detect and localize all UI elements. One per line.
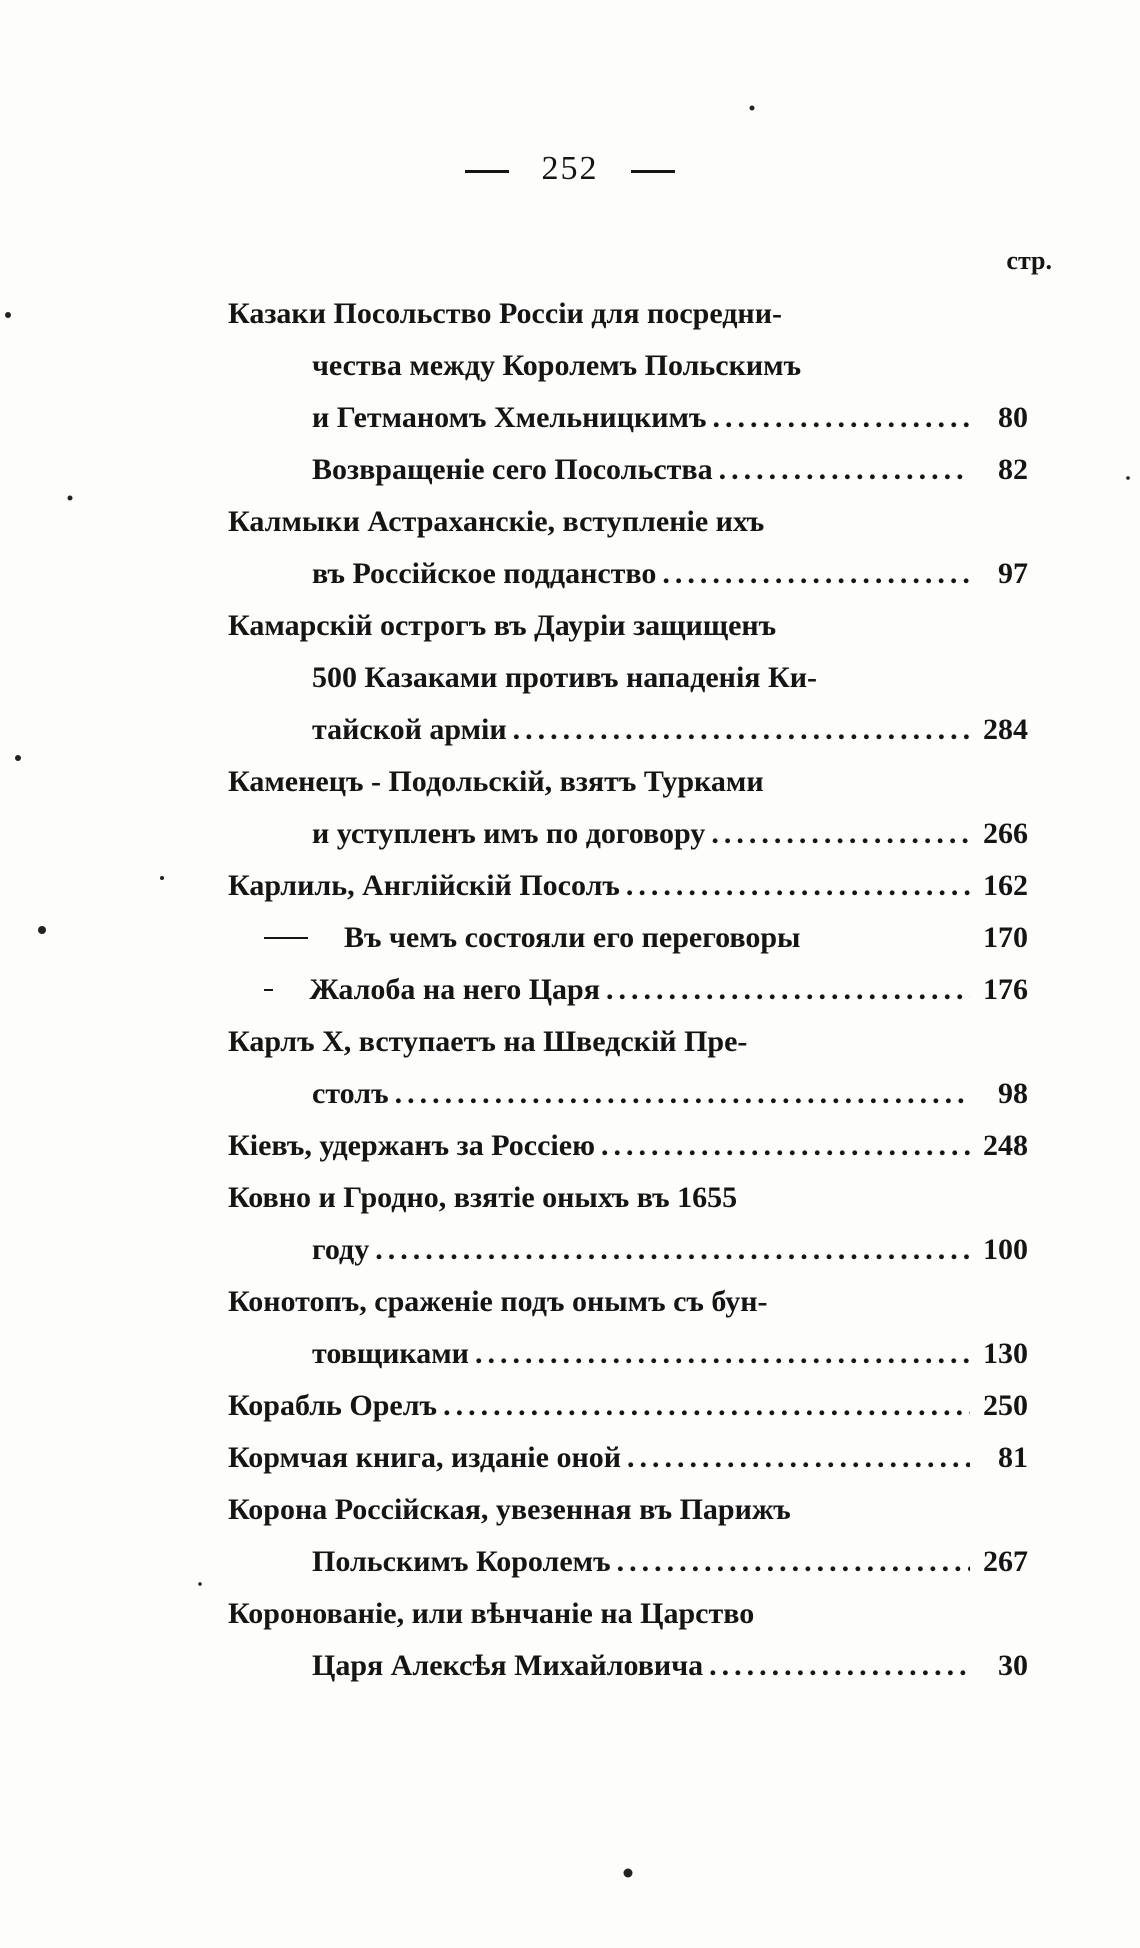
index-entry-line: [228, 756, 1028, 808]
entry-text: Камарскій острогъ въ Дауріи защищенъ: [228, 609, 777, 642]
speck: [624, 1869, 633, 1878]
entry-page-number: 100: [983, 1233, 1028, 1266]
entry-text: Въ чемъ состояли его переговоры: [344, 921, 801, 954]
index-entry-line: [228, 912, 1028, 964]
entry-page-number: 81: [998, 1441, 1028, 1474]
entry-text: столъ: [312, 1077, 389, 1110]
entry-text: Корона Россійская, увезенная въ Парижъ: [228, 1493, 791, 1526]
entry-text: Кормчая книга, изданіе оной: [228, 1441, 622, 1474]
speck: [1126, 476, 1130, 480]
speck: [198, 1582, 202, 1586]
entry-text: Каменецъ - Подольскій, взятъ Турками: [228, 765, 764, 798]
index-entry-line: [228, 652, 1028, 704]
entry-page-number: 82: [998, 453, 1028, 486]
index-entry-line: [228, 548, 1028, 600]
index-entry-line: [228, 1224, 1028, 1276]
leader-dots: [626, 860, 970, 912]
entry-text: 500 Казаками противъ нападенія Ки-: [312, 661, 818, 694]
entry-text: Царя Алексѣя Михайловича: [312, 1649, 704, 1682]
ditto-dash: [264, 989, 273, 991]
index-entry-line: [228, 1484, 1028, 1536]
entry-page-number: 176: [983, 973, 1028, 1006]
leader-dots: [709, 1640, 970, 1692]
page-header: [0, 150, 1140, 188]
entry-text: тайской арміи: [312, 713, 507, 746]
entry-page-number: 284: [983, 713, 1028, 746]
speck: [750, 106, 755, 111]
speck: [5, 312, 11, 318]
index-entry-line: [228, 392, 1028, 444]
entry-text: Конотопъ, сраженіе подъ онымъ съ бун-: [228, 1285, 768, 1318]
index-entry-line: [228, 808, 1028, 860]
page-column-label: стр.: [1006, 246, 1052, 275]
leader-dots: [513, 704, 970, 756]
index-entries: [228, 288, 1028, 1692]
index-entry-line: [228, 1016, 1028, 1068]
speck: [38, 926, 46, 934]
index-entry-line: [228, 288, 1028, 340]
entry-page-number: 30: [998, 1649, 1028, 1682]
entry-text: Польскимъ Королемъ: [312, 1545, 611, 1578]
header-dash-left: [465, 170, 509, 173]
entry-text: Ковно и Гродно, взятіе оныхъ въ 1655: [228, 1181, 738, 1214]
index-entry-line: [228, 1172, 1028, 1224]
entry-text: и уступленъ имъ по договору: [312, 817, 706, 850]
entry-page-number: 97: [998, 557, 1028, 590]
speck: [15, 755, 21, 761]
index-entry-line: [228, 1276, 1028, 1328]
entry-text: Карлиль, Англійскій Посолъ: [228, 869, 620, 902]
entry-page-number: 162: [983, 869, 1028, 902]
index-entry-line: [228, 1536, 1028, 1588]
entry-text: году: [312, 1233, 370, 1266]
speck: [68, 496, 73, 501]
index-entry-line: [228, 860, 1028, 912]
index-entry-line: [228, 1588, 1028, 1640]
index-entry-line: [228, 496, 1028, 548]
index-entry-line: [228, 964, 1028, 1016]
entry-text: товщиками: [312, 1337, 469, 1370]
leader-dots: [711, 808, 970, 860]
leader-dots: [627, 1432, 970, 1484]
leader-dots: [601, 1120, 970, 1172]
index-entry-line: [228, 1068, 1028, 1120]
entry-page-number: 266: [983, 817, 1028, 850]
entry-text: Кіевъ, удержанъ за Россіею: [228, 1129, 596, 1162]
leader-dots: [375, 1224, 970, 1276]
index-entry-line: [228, 704, 1028, 756]
entry-page-number: 170: [983, 921, 1028, 954]
entry-text: Корабль Орелъ: [228, 1389, 438, 1422]
entry-text: въ Россійское подданство: [312, 557, 657, 590]
index-entry-line: [228, 340, 1028, 392]
leader-dots: [606, 964, 970, 1016]
entry-page-number: 98: [998, 1077, 1028, 1110]
leader-dots: [395, 1068, 970, 1120]
entry-text: и Гетманомъ Хмельницкимъ: [312, 401, 707, 434]
leader-dots: [475, 1328, 970, 1380]
leader-dots: [443, 1380, 970, 1432]
entry-text: чества между Королемъ Польскимъ: [312, 349, 802, 382]
ditto-dash: [264, 937, 308, 939]
entry-page-number: 250: [983, 1389, 1028, 1422]
entry-text: Казаки Посольство Россіи для посредни-: [228, 297, 782, 330]
leader-dots: [712, 392, 970, 444]
entry-text: Возвращеніе сего Посольства: [312, 453, 713, 486]
entry-text: Коронованіе, или вѣнчаніе на Царство: [228, 1597, 755, 1630]
page-number: 252: [541, 150, 599, 187]
entry-page-number: 248: [983, 1129, 1028, 1162]
entry-text: Карлъ X, вступаетъ на Шведскій Пре-: [228, 1025, 748, 1058]
entry-text: Калмыки Астраханскіе, вступленіе ихъ: [228, 505, 765, 538]
leader-dots: [662, 548, 970, 600]
index-entry-line: [228, 1380, 1028, 1432]
leader-dots: [617, 1536, 970, 1588]
index-entry-line: [228, 600, 1028, 652]
entry-page-number: 130: [983, 1337, 1028, 1370]
entry-text: Жалоба на него Царя: [309, 973, 600, 1006]
leader-dots: [719, 444, 970, 496]
index-entry-line: [228, 444, 1028, 496]
index-entry-line: [228, 1120, 1028, 1172]
speck: [160, 876, 164, 880]
index-entry-line: [228, 1640, 1028, 1692]
header-dash-right: [631, 170, 675, 173]
entry-page-number: 267: [983, 1545, 1028, 1578]
index-entry-line: [228, 1328, 1028, 1380]
index-entry-line: [228, 1432, 1028, 1484]
entry-page-number: 80: [998, 401, 1028, 434]
